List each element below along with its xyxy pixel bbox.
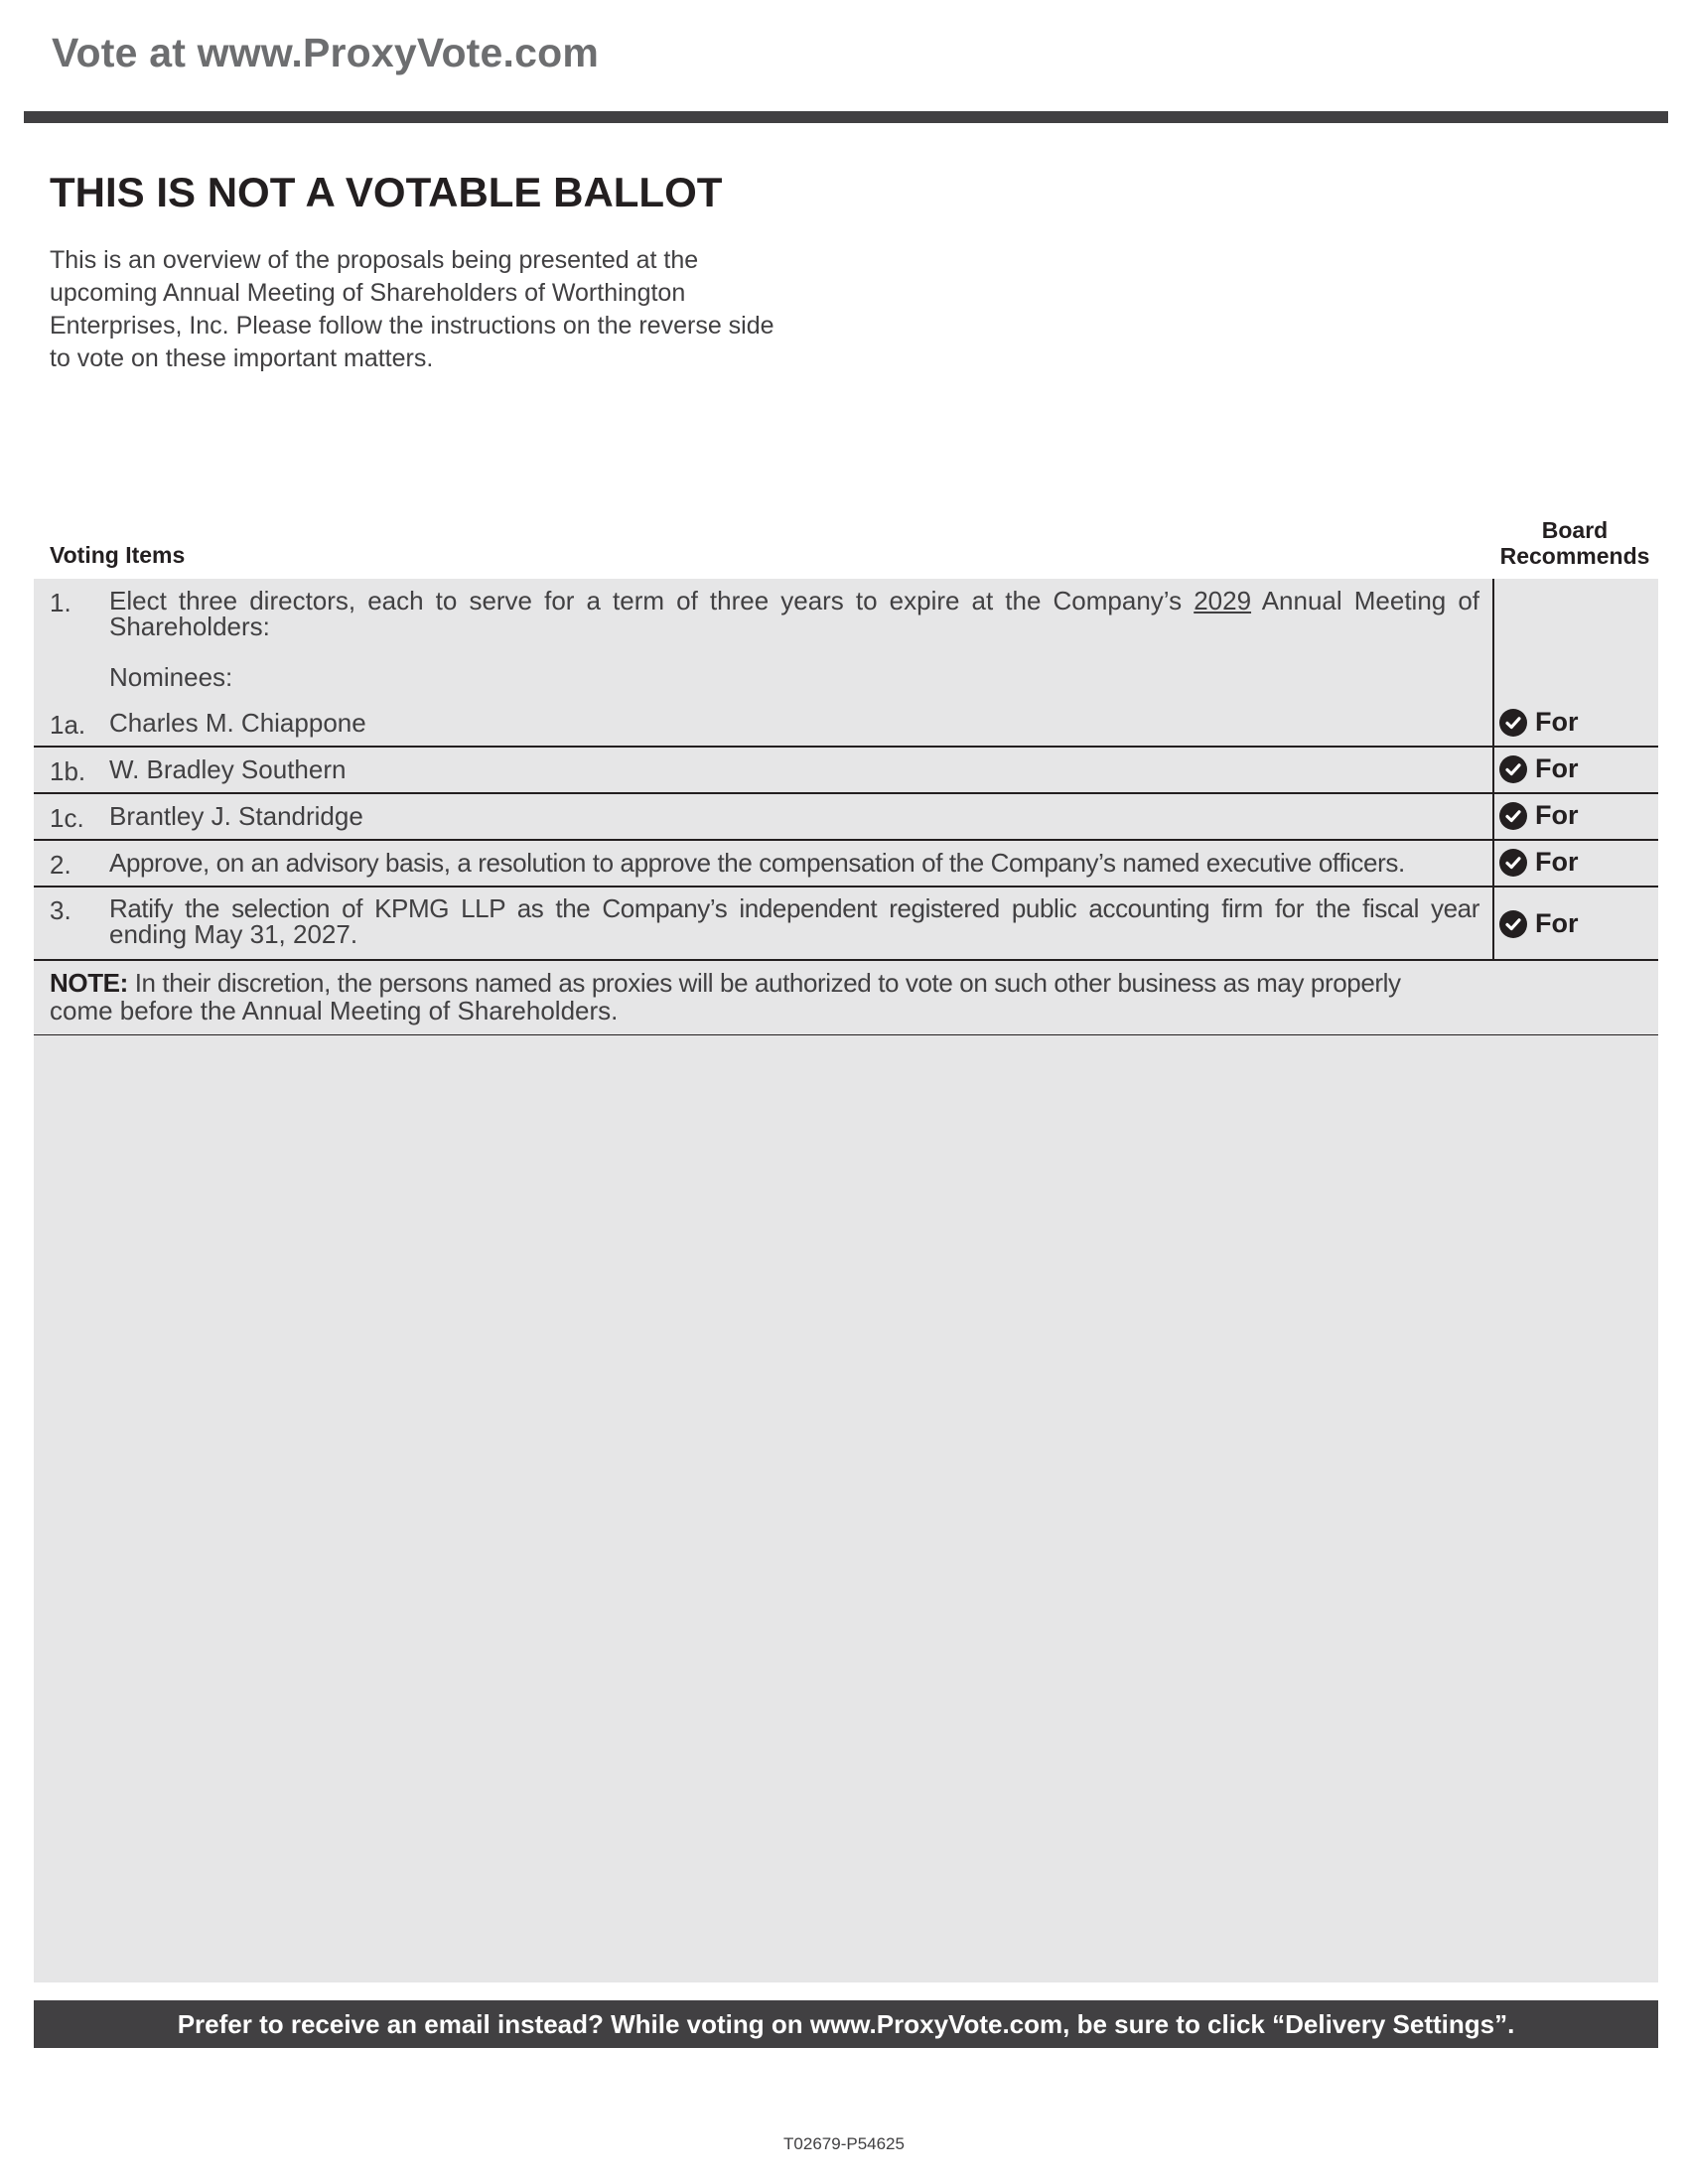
footer-banner-text: Prefer to receive an email instead? While voting on www.ProxyVote.com, be sure to click “Delivery Settings”. (177, 2008, 1515, 2039)
row-divider (34, 839, 1658, 841)
item-2-text: Approve, on an advisory basis, a resolution to approve the compensation of the Company’s named executive officers. (109, 848, 1405, 878)
item-number: 1c. (50, 803, 84, 833)
row-divider (34, 1034, 1658, 1035)
header-title: Vote at www.ProxyVote.com (52, 30, 600, 75)
board-recommends-header: Board Recommends (1499, 517, 1650, 569)
voting-table (34, 579, 1658, 1982)
header-rule (24, 111, 1668, 123)
board-recommendation (1499, 800, 1579, 831)
item-number: 1b. (50, 756, 86, 786)
item-1-text-a: Elect three directors, each to serve for a term of three years to expire at the Company’s (109, 586, 1183, 615)
item-1-text (109, 588, 1479, 639)
row-divider (34, 792, 1658, 794)
recommendation-label: For (1535, 800, 1579, 830)
document-code: T02679-P54625 (783, 2134, 905, 2153)
intro-line: to vote on these important matters. (50, 344, 434, 372)
note (50, 969, 1479, 1024)
check-circle-icon (1499, 849, 1527, 877)
row-divider (34, 886, 1658, 887)
item-1-text-c: Shareholders: (109, 612, 270, 641)
nominee-name: Charles M. Chiappone (109, 708, 366, 738)
recommendation-label: For (1535, 753, 1579, 783)
item-3-line-2: ending May 31, 2027. (109, 919, 358, 949)
recommendation-label: For (1535, 707, 1579, 737)
recommendation-label: For (1535, 847, 1579, 877)
item-1-line (109, 588, 1479, 614)
nominee-name: W. Bradley Southern (109, 754, 347, 784)
intro-line: This is an overview of the proposals being presented at the (50, 246, 699, 274)
row-divider (34, 746, 1658, 748)
nominees-label: Nominees: (109, 662, 233, 692)
footer-banner (34, 2000, 1658, 2048)
item-number: 3. (50, 895, 71, 925)
column-divider (1492, 579, 1494, 961)
check-circle-icon (1499, 910, 1527, 938)
board-recommendation (1499, 707, 1579, 738)
note-line-2: come before the Annual Meeting of Shareholders. (50, 996, 619, 1025)
board-recommendation (1499, 753, 1579, 784)
note-label: NOTE: (50, 968, 128, 998)
item-3-text (109, 895, 1479, 947)
check-circle-icon (1499, 802, 1527, 830)
item-3-line-1: Ratify the selection of KPMG LLP as the Company’s independent registered public accounting firm for the fiscal year (109, 893, 1479, 923)
row-divider (34, 959, 1658, 961)
item-number: 2. (50, 850, 71, 880)
item-number: 1a. (50, 710, 86, 740)
item-number: 1. (50, 588, 71, 617)
nominee-name: Brantley J. Standridge (109, 801, 363, 831)
item-1-year: 2029 (1194, 586, 1252, 615)
intro-paragraph (50, 244, 844, 375)
board-recommendation (1499, 908, 1579, 939)
recommendation-label: For (1535, 908, 1579, 938)
voting-items-header: Voting Items (50, 542, 186, 568)
page-heading: THIS IS NOT A VOTABLE BALLOT (50, 169, 723, 215)
intro-line: upcoming Annual Meeting of Shareholders of Worthington (50, 279, 686, 307)
board-recommendation (1499, 847, 1579, 878)
item-1-text-b: Annual Meeting of (1261, 586, 1479, 615)
check-circle-icon (1499, 709, 1527, 737)
check-circle-icon (1499, 755, 1527, 783)
note-line-1: In their discretion, the persons named as proxies will be authorized to vote on such other business as may properly (127, 968, 1401, 998)
intro-line: Enterprises, Inc. Please follow the instructions on the reverse side (50, 312, 774, 340)
